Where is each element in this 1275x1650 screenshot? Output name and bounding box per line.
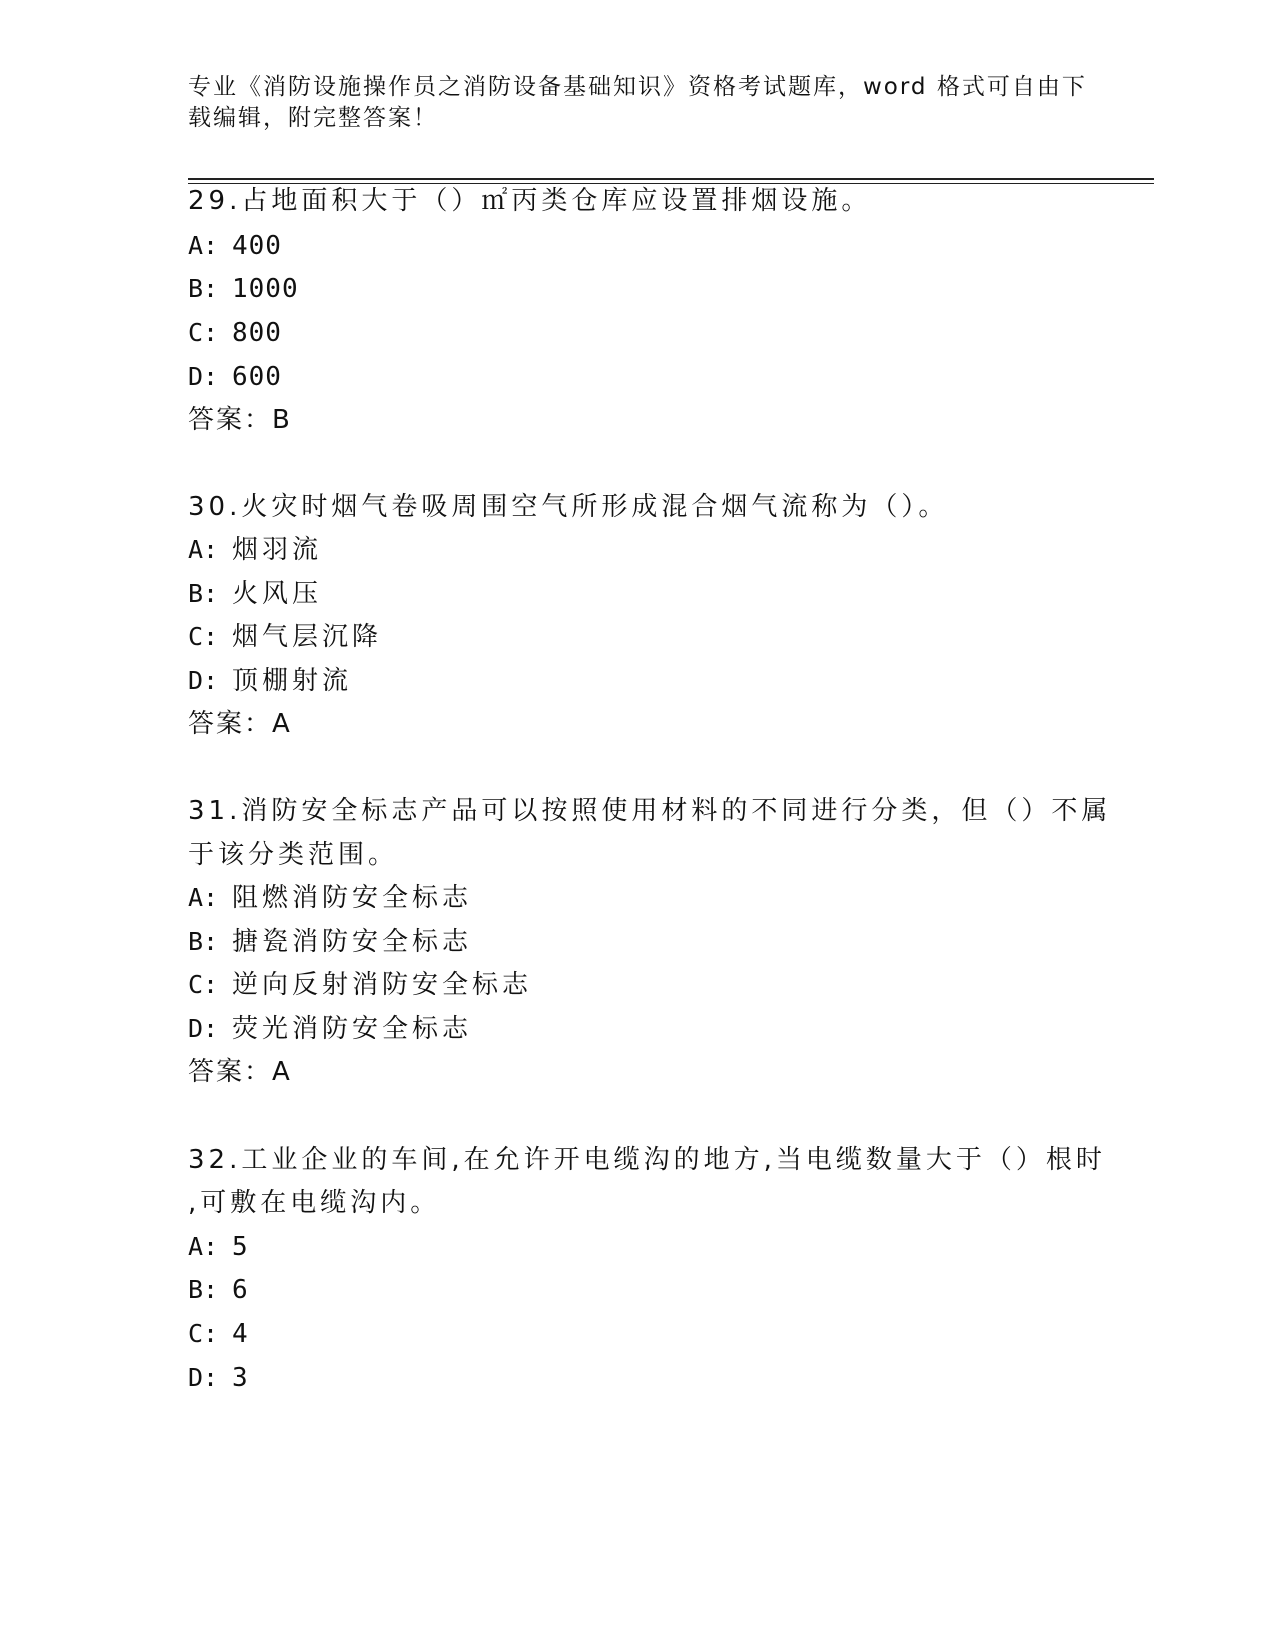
- option-letter: D:: [188, 362, 219, 391]
- option-letter: D:: [188, 666, 219, 695]
- option-a: [188, 1230, 249, 1264]
- option-text: 400: [232, 231, 282, 261]
- option-d: [188, 1361, 249, 1395]
- option-text: 1000: [232, 274, 299, 304]
- header-divider-thick: [188, 178, 1154, 180]
- option-text: 5: [232, 1232, 249, 1262]
- answer-label: 答案：A: [188, 1057, 292, 1087]
- option-letter: A:: [188, 1232, 219, 1261]
- option-a: [188, 229, 282, 263]
- option-a: [188, 533, 322, 567]
- option-d: [188, 664, 352, 698]
- option-letter: D:: [188, 1014, 219, 1043]
- document-header-line-1: 专业《消防设施操作员之消防设备基础知识》资格考试题库，word 格式可自由下: [188, 74, 1087, 100]
- answer-label: 答案：B: [188, 405, 292, 435]
- option-c: [188, 620, 382, 654]
- option-c: [188, 968, 532, 1002]
- option-a: [188, 881, 472, 915]
- option-letter: B:: [188, 927, 219, 956]
- option-b: [188, 272, 299, 306]
- option-text: 荧光消防安全标志: [232, 1014, 473, 1044]
- option-letter: C:: [188, 318, 219, 347]
- option-d: [188, 360, 282, 394]
- question-text: 30.火灾时烟气卷吸周围空气所形成混合烟气流称为（）。: [188, 492, 949, 522]
- option-text: 6: [232, 1275, 249, 1305]
- option-letter: B:: [188, 1275, 219, 1304]
- option-letter: C:: [188, 970, 219, 999]
- option-d: [188, 1012, 472, 1046]
- option-text: 3: [232, 1363, 249, 1393]
- document-header-line-2: 载编辑，附完整答案！: [188, 105, 438, 131]
- option-b: [188, 1273, 249, 1307]
- question-text-continued: ,可敷在电缆沟内。: [188, 1188, 441, 1218]
- option-letter: C:: [188, 622, 219, 651]
- option-text: 逆向反射消防安全标志: [232, 970, 533, 1000]
- answer-label: 答案：A: [188, 709, 292, 739]
- option-b: [188, 577, 322, 611]
- option-letter: B:: [188, 579, 219, 608]
- option-letter: B:: [188, 274, 219, 303]
- option-text: 800: [232, 318, 282, 348]
- option-text: 600: [232, 362, 282, 392]
- option-c: [188, 1317, 249, 1351]
- question-text: 32.工业企业的车间,在允许开电缆沟的地方,当电缆数量大于（）根时: [188, 1145, 1106, 1175]
- option-text: 顶棚射流: [232, 666, 353, 696]
- option-letter: A:: [188, 883, 219, 912]
- option-letter: C:: [188, 1319, 219, 1348]
- option-letter: D:: [188, 1363, 219, 1392]
- option-text: 烟气层沉降: [232, 622, 383, 652]
- option-text: 火风压: [232, 579, 323, 609]
- option-text: 阻燃消防安全标志: [232, 883, 473, 913]
- option-letter: A:: [188, 231, 219, 260]
- option-text: 烟羽流: [232, 535, 323, 565]
- option-letter: A:: [188, 535, 219, 564]
- question-text: 29.占地面积大于（）㎡丙类仓库应设置排烟设施。: [188, 186, 872, 216]
- option-c: [188, 316, 282, 350]
- option-text: 4: [232, 1319, 249, 1349]
- option-text: 搪瓷消防安全标志: [232, 927, 473, 957]
- question-text-continued: 于该分类范围。: [188, 840, 399, 870]
- option-b: [188, 925, 472, 959]
- question-text: 31.消防安全标志产品可以按照使用材料的不同进行分类，但（）不属: [188, 796, 1112, 826]
